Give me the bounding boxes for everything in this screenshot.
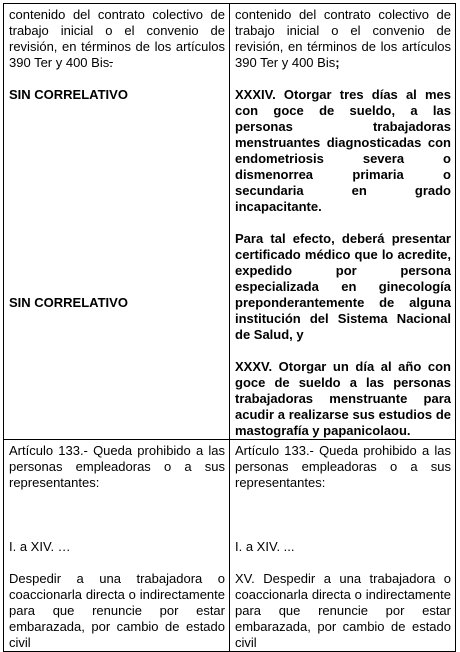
paragraph xyxy=(9,7,225,71)
spacer xyxy=(235,343,451,359)
spacer xyxy=(9,491,225,539)
comparison-table xyxy=(3,3,456,652)
paragraph-end-mark: . xyxy=(109,55,113,70)
paragraph-end-mark: ; xyxy=(335,55,340,70)
fraction-xxxiv-requirement: Para tal efecto, deberá presentar certificado médico que lo acredite, expedido por persona especializada en ginecología preponderantemente de alguna institución del Sistema Nacional de Salud, y xyxy=(235,231,451,342)
spacer xyxy=(235,491,451,539)
left-cell-current-text xyxy=(4,4,230,440)
paragraph-text: contenido del contrato colectivo de trabajo inicial o el convenio de revisión, en términos de los artículos 390 Ter y 400 Bis xyxy=(235,7,451,70)
right-cell-proposed-text xyxy=(230,440,456,652)
right-cell-proposed-text xyxy=(230,4,456,440)
no-correlative-label: SIN CORRELATIVO xyxy=(9,87,128,102)
paragraph xyxy=(235,7,451,71)
paragraph: Despedir a una trabajadora o coaccionarla directa o indirectamente para que renuncie por estar embarazada, por cambio de estado civil xyxy=(9,571,225,650)
fraction-xxxiv: XXXIV. Otorgar tres días al mes con goce de sueldo, a las personas trabajadoras menstruantes diagnosticadas con endometriosis severa o dismenorrea primaria o secundaria en grado incapacitante. xyxy=(235,87,451,214)
comparison-document xyxy=(3,3,456,650)
spacer xyxy=(9,103,225,295)
spacer xyxy=(235,71,451,87)
spacer xyxy=(9,555,225,571)
fraction-xv: XV. Despedir a una trabajadora o coaccionarla directa o indirectamente para que renuncie por estar embarazada, por cambio de estado civil xyxy=(235,571,451,650)
paragraph-text: contenido del contrato colectivo de trabajo inicial o el convenio de revisión, en términos de los artículos 390 Ter y 400 Bis xyxy=(9,7,225,70)
fractions-omitted: I. a XIV. … xyxy=(9,539,71,554)
spacer xyxy=(235,215,451,231)
spacer xyxy=(9,71,225,87)
fractions-omitted: I. a XIV. ... xyxy=(235,539,295,554)
left-cell-current-text xyxy=(4,440,230,652)
fraction-xxxv: XXXV. Otorgar un día al año con goce de sueldo a las personas trabajadoras menstruante para acudir a realizarse sus estudios de mastografía y papanicolaou. xyxy=(235,359,451,438)
article-133-heading: Artículo 133.- Queda prohibido a las personas empleadoras o a sus representantes: xyxy=(9,443,225,490)
article-133-heading: Artículo 133.- Queda prohibido a las personas empleadoras o a sus representantes: xyxy=(235,443,451,490)
spacer xyxy=(235,555,451,571)
table-row xyxy=(4,4,456,440)
table-row xyxy=(4,440,456,652)
no-correlative-label: SIN CORRELATIVO xyxy=(9,295,128,310)
